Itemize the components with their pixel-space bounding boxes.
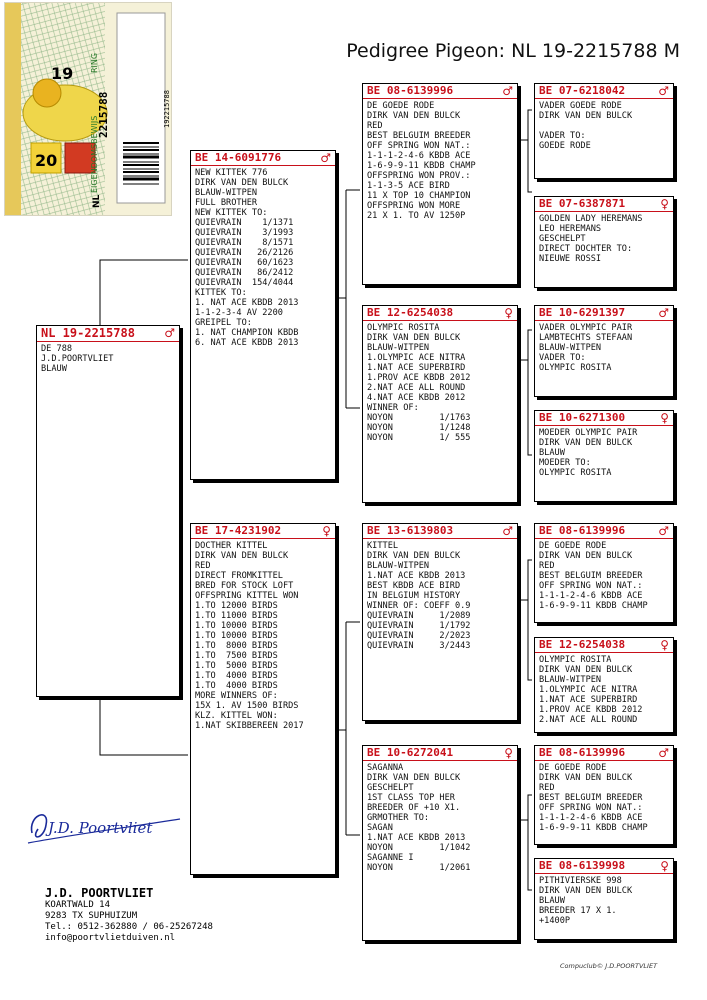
ring-number: BE 14-6091776 [195,151,282,164]
male-symbol-icon: ♂ [502,524,513,538]
owner-name: J.D. POORTVLIET [45,886,154,900]
box-detail-line: WINNER OF: [367,403,419,413]
ring-year-right: 19 [51,64,74,83]
male-symbol-icon: ♂ [658,524,669,538]
ring-number: BE 08-6139996 [539,746,626,759]
box-detail-line: 1-1-2-3-4 AV 2200 [195,308,283,318]
box-header [535,747,673,761]
box-detail-line: QUIEVRAIN 26/2126 [195,248,294,258]
box-detail-line: NOYON 1/1763 [367,413,471,423]
box-detail-line: 1.TO 4000 BIRDS [195,681,278,691]
box-detail-line: RED [195,561,211,571]
box-detail-line: DIRK VAN DEN BULCK [367,111,461,121]
ring-side-text: EIGENDOMSBEWIJS [90,115,99,193]
box-detail-line: NIEUWE ROSSI [539,254,602,264]
ring-number: BE 07-6387871 [539,197,626,210]
box-detail-line: NOYON 1/ 555 [367,433,471,443]
box-detail-line: 21 X 1. TO AV 1250P [367,211,466,221]
ring-country: NL [92,194,102,208]
box-detail-line: DIRK VAN DEN BULCK [539,886,633,896]
male-symbol-icon: ♂ [502,84,513,98]
box-header [535,85,673,99]
connector-sd-sdd [518,360,532,455]
box-header [363,85,517,99]
box-detail-line: 1.PROV ACE KBDB 2012 [367,373,471,383]
connector-dd-ddd [518,820,532,890]
box-detail-line: MOEDER OLYMPIC PAIR [539,428,638,438]
ring-number-vertical: 2215788 [97,91,110,138]
ring-number: NL 19-2215788 [41,326,135,340]
box-detail-line: QUIEVRAIN 3/2443 [367,641,471,651]
box-detail-line: KLZ. KITTEL WON: [195,711,278,721]
box-detail-line: KITTEK TO: [195,288,247,298]
box-detail-line: 1.TO 4000 BIRDS [195,671,278,681]
pedigree-box-subject [36,325,180,697]
box-detail-line: QUIEVRAIN 1/1792 [367,621,471,631]
box-detail-line: MORE WINNERS OF: [195,691,278,701]
box-detail-line: RED [539,783,555,793]
box-detail-line: BEST KBDB ACE BIRD [367,581,461,591]
box-detail-line: 1.NAT SKIBBEREEN 2017 [195,721,304,731]
box-header [535,639,673,653]
box-detail-line: 1.OLYMPIC ACE NITRA [539,685,638,695]
box-detail-line: WINNER OF: COEFF 0.9 [367,601,471,611]
box-detail-line: GREIPEL TO: [195,318,252,328]
box-detail-line: BLAUW [539,896,565,906]
box-detail-line: SAGANNE I [367,853,414,863]
box-detail-line: 1.NAT ACE SUPERBIRD [539,695,638,705]
connector-subject-dam [100,688,188,755]
ring-number: BE 10-6291397 [539,306,626,319]
box-detail-line: 1-1-1-2-4-6 KBDB ACE [539,813,643,823]
box-detail-line: DE 788 [41,344,73,354]
box-detail-line: BEST BELGUIM BREEDER [539,793,643,803]
box-detail-line: 4.NAT ACE KBDB 2012 [367,393,466,403]
pedigree-box-dam-dam-sire [534,745,674,845]
box-header [535,412,673,426]
box-detail-line: OLYMPIC ROSITA [367,323,440,333]
pedigree-box-sire-sire-sire [534,83,674,179]
box-header [535,860,673,874]
box-header [191,152,335,166]
ring-number: BE 13-6139803 [367,524,454,537]
box-detail-line: BLAUW-WITPEN [367,561,430,571]
box-detail-line: DIRK VAN DEN BULCK [539,665,633,675]
box-detail-line: 1.TO 10000 BIRDS [195,631,278,641]
box-detail-line: OLYMPIC ROSITA [539,468,612,478]
box-detail-line: 1.TO 7500 BIRDS [195,651,278,661]
connector-sd-sds [518,330,532,360]
box-detail-line: QUIEVRAIN 154/4044 [195,278,294,288]
box-detail-line: BEST BELGUIM BREEDER [367,131,471,141]
box-detail-line: BLAUW-WITPEN [539,343,602,353]
box-detail-line: GESCHELPT [367,783,414,793]
female-symbol-icon: ♀ [660,197,669,211]
pedigree-box-dam-sire [362,523,518,721]
box-detail-line: QUIEVRAIN 60/1623 [195,258,294,268]
box-detail-line: 1.PROV ACE KBDB 2012 [539,705,643,715]
box-detail-line: BEST BELGUIM BREEDER [539,571,643,581]
box-detail-line: OFFSPRING KITTEL WON [195,591,299,601]
pedigree-box-dam-dam-dam [534,858,674,940]
box-header [191,525,335,539]
ring-number: BE 10-6272041 [367,746,454,759]
box-detail-line: 6. NAT ACE KBDB 2013 [195,338,299,348]
box-detail-line: KITTEL [367,541,399,551]
box-detail-line: 1-6-9-9-11 KBDB CHAMP [539,823,648,833]
box-detail-line: BREEDER 17 X 1. [539,906,617,916]
box-detail-line: LEO HEREMANS [539,224,602,234]
box-detail-line: 1.TO 11000 BIRDS [195,611,278,621]
box-detail-line: BLAUW [539,448,565,458]
female-symbol-icon: ♀ [504,306,513,320]
box-detail-line [539,121,669,131]
box-detail-line: BLAUW [41,364,67,374]
box-detail-line: 1-1-3-5 ACE BIRD [367,181,450,191]
pedigree-box-sire [190,150,336,480]
owner-street: KOARTWALD 14 [45,900,111,910]
box-detail-line: IN BELGIUM HISTORY [367,591,461,601]
connector-ds-dss [518,560,532,600]
female-symbol-icon: ♀ [322,524,331,538]
male-symbol-icon: ♂ [164,326,175,340]
box-detail-line: BLAUW-WITPEN [539,675,602,685]
box-detail-line: VADER TO: [539,131,586,141]
box-detail-line: J.D.POORTVLIET [41,354,114,364]
box-header [363,307,517,321]
signature [20,795,190,855]
signature-drawing [20,795,190,855]
box-detail-line: 1ST CLASS TOP HER [367,793,455,803]
box-detail-line: FULL BROTHER [195,198,258,208]
box-detail-line: OLYMPIC ROSITA [539,363,612,373]
box-detail-line: OLYMPIC ROSITA [539,655,612,665]
box-detail-line: NEW KITTEK TO: [195,208,268,218]
box-detail-line: NOYON 1/1042 [367,843,471,853]
pedigree-box-sire-sire-dam [534,196,674,288]
box-detail-line: GESCHELPT [539,234,586,244]
ring-number: BE 17-4231902 [195,524,282,537]
ring-number: BE 08-6139996 [367,84,454,97]
box-detail-line: DIRK VAN DEN BULCK [195,178,289,188]
box-header [363,525,517,539]
box-detail-line: OFF SPRING WON NAT.: [367,141,471,151]
pedigree-box-dam [190,523,336,875]
box-detail-line: NOYON 1/2061 [367,863,471,873]
connector-ds-dsd [518,600,532,680]
box-detail-line: MOEDER TO: [539,458,591,468]
box-detail-line: QUIEVRAIN 8/1571 [195,238,294,248]
box-detail-line: BREEDER OF +10 X1. [367,803,461,813]
box-detail-line: SAGAN [367,823,393,833]
box-detail-line: 2.NAT ACE ALL ROUND [539,715,638,725]
box-detail-line: DIRECT FROMKITTEL [195,571,283,581]
box-detail-line: 1.TO 5000 BIRDS [195,661,278,671]
box-detail-line: OFFSPRING WON MORE [367,201,461,211]
connector-ss-ssd [518,140,532,192]
box-detail-line: OFFSPRING WON PROV.: [367,171,471,181]
connector-ss-sss [518,110,532,140]
box-detail-line: 1.TO 12000 BIRDS [195,601,278,611]
female-symbol-icon: ♀ [660,411,669,425]
box-detail-line: DIRK VAN DEN BULCK [367,773,461,783]
owner-email[interactable]: info@poortvlietduiven.nl [45,933,176,943]
box-detail-line: VADER OLYMPIC PAIR [539,323,633,333]
box-detail-line: RED [539,561,555,571]
box-detail-line: GOLDEN LADY HEREMANS [539,214,643,224]
box-detail-line: PITHIVIERSKE 998 [539,876,622,886]
connector-subject-sire [100,260,188,328]
box-detail-line: LAMBTECHTS STEFAAN [539,333,633,343]
box-detail-line: RED [367,121,383,131]
box-detail-line: DIRK VAN DEN BULCK [195,551,289,561]
box-detail-line: DIRK VAN DEN BULCK [367,551,461,561]
ring-number: BE 12-6254038 [367,306,454,319]
box-detail-line: 1.NAT ACE KBDB 2013 [367,571,466,581]
box-detail-line: NEW KITTEK 776 [195,168,268,178]
box-detail-line: 2.NAT ACE ALL ROUND [367,383,466,393]
box-detail-line: QUIEVRAIN 1/2089 [367,611,471,621]
box-header [535,307,673,321]
box-detail-line: SAGANNA [367,763,404,773]
box-detail-line: GRMOTHER TO: [367,813,430,823]
box-detail-line: QUIEVRAIN 3/1993 [195,228,294,238]
box-detail-line: DIRECT DOCHTER TO: [539,244,633,254]
box-detail-line: 1.TO 10000 BIRDS [195,621,278,631]
box-detail-line: DE GOEDE RODE [539,541,607,551]
page-title: Pedigree Pigeon: NL 19-2215788 M [346,40,680,62]
box-detail-line: DIRK VAN DEN BULCK [367,333,461,343]
female-symbol-icon: ♀ [660,638,669,652]
box-detail-line: 1.NAT ACE KBDB 2013 [367,833,466,843]
box-detail-line: NOYON 1/1248 [367,423,471,433]
box-detail-line: 15X 1. AV 1500 BIRDS [195,701,299,711]
box-detail-line: BRED FOR STOCK LOFT [195,581,294,591]
box-detail-line: QUIEVRAIN 2/2023 [367,631,471,641]
male-symbol-icon: ♂ [658,84,669,98]
box-detail-line: 1-6-9-9-11 KBDB CHAMP [539,601,648,611]
ring-serial-vertical: 192215788 [163,90,171,128]
box-detail-line: 11 X TOP 10 CHAMPION [367,191,471,201]
ring-number: BE 10-6271300 [539,411,626,424]
box-detail-line: 1-1-1-2-4-6 KBDB ACE [539,591,643,601]
owner-phone: Tel.: 0512-362880 / 06-25267248 [45,922,213,932]
box-detail-line: DIRK VAN DEN BULCK [539,551,633,561]
pedigree-box-dam-sire-dam [534,637,674,733]
pedigree-box-sire-sire [362,83,518,285]
male-symbol-icon: ♂ [320,151,331,165]
ring-number: BE 12-6254038 [539,638,626,651]
box-header [535,198,673,212]
female-symbol-icon: ♀ [504,746,513,760]
box-detail-line: OFF SPRING WON NAT.: [539,581,643,591]
female-symbol-icon: ♀ [660,859,669,873]
box-header [363,747,517,761]
box-detail-line: DE GOEDE RODE [539,763,607,773]
box-header [37,327,179,342]
box-detail-line: DIRK VAN DEN BULCK [539,111,633,121]
box-detail-line: +1400P [539,916,571,926]
pedigree-box-sire-dam-sire [534,305,674,397]
box-detail-line: GOEDE RODE [539,141,591,151]
box-detail-line: 1.OLYMPIC ACE NITRA [367,353,466,363]
ring-number: BE 08-6139996 [539,524,626,537]
pedigree-box-dam-sire-sire [534,523,674,623]
box-detail-line: 1.TO 8000 BIRDS [195,641,278,651]
box-detail-line: DOCTHER KITTEL [195,541,268,551]
male-symbol-icon: ♂ [658,746,669,760]
box-detail-line: 1. NAT CHAMPION KBDB [195,328,299,338]
box-detail-line: 1.NAT ACE SUPERBIRD [367,363,466,373]
footer-credit: Compuclub© J.D.POORTVLIET [560,962,658,970]
owner-address [45,886,213,944]
box-detail-line: DIRK VAN DEN BULCK [539,773,633,783]
box-detail-line: DIRK VAN DEN BULCK [539,438,633,448]
box-detail-line: BLAUW-WITPEN [195,188,258,198]
signature-text: J.D. Poortvliet [48,819,153,837]
box-detail-line: BLAUW-WITPEN [367,343,430,353]
ring-number: BE 07-6218042 [539,84,626,97]
box-detail-line: VADER GOEDE RODE [539,101,622,111]
box-detail-line: QUIEVRAIN 86/2412 [195,268,294,278]
box-detail-line: VADER TO: [539,353,586,363]
ring-year-left: 20 [35,151,58,170]
connector-dd-dds [518,795,532,820]
box-detail-line: 1. NAT ACE KBDB 2013 [195,298,299,308]
box-detail-line: DE GOEDE RODE [367,101,435,111]
male-symbol-icon: ♂ [658,306,669,320]
pedigree-box-sire-dam [362,305,518,503]
box-detail-line: OFF SPRING WON NAT.: [539,803,643,813]
box-detail-line: 1-1-1-2-4-6 KBDB ACE [367,151,471,161]
owner-city: 9283 TX SUPHUIZUM [45,911,138,921]
box-detail-line: QUIEVRAIN 1/1371 [195,218,294,228]
ring-number: BE 08-6139998 [539,859,626,872]
box-header [535,525,673,539]
pedigree-box-sire-dam-dam [534,410,674,502]
box-detail-line: 1-6-9-9-11 KBDB CHAMP [367,161,476,171]
pedigree-box-dam-dam [362,745,518,941]
ring-word: RING [90,52,99,73]
